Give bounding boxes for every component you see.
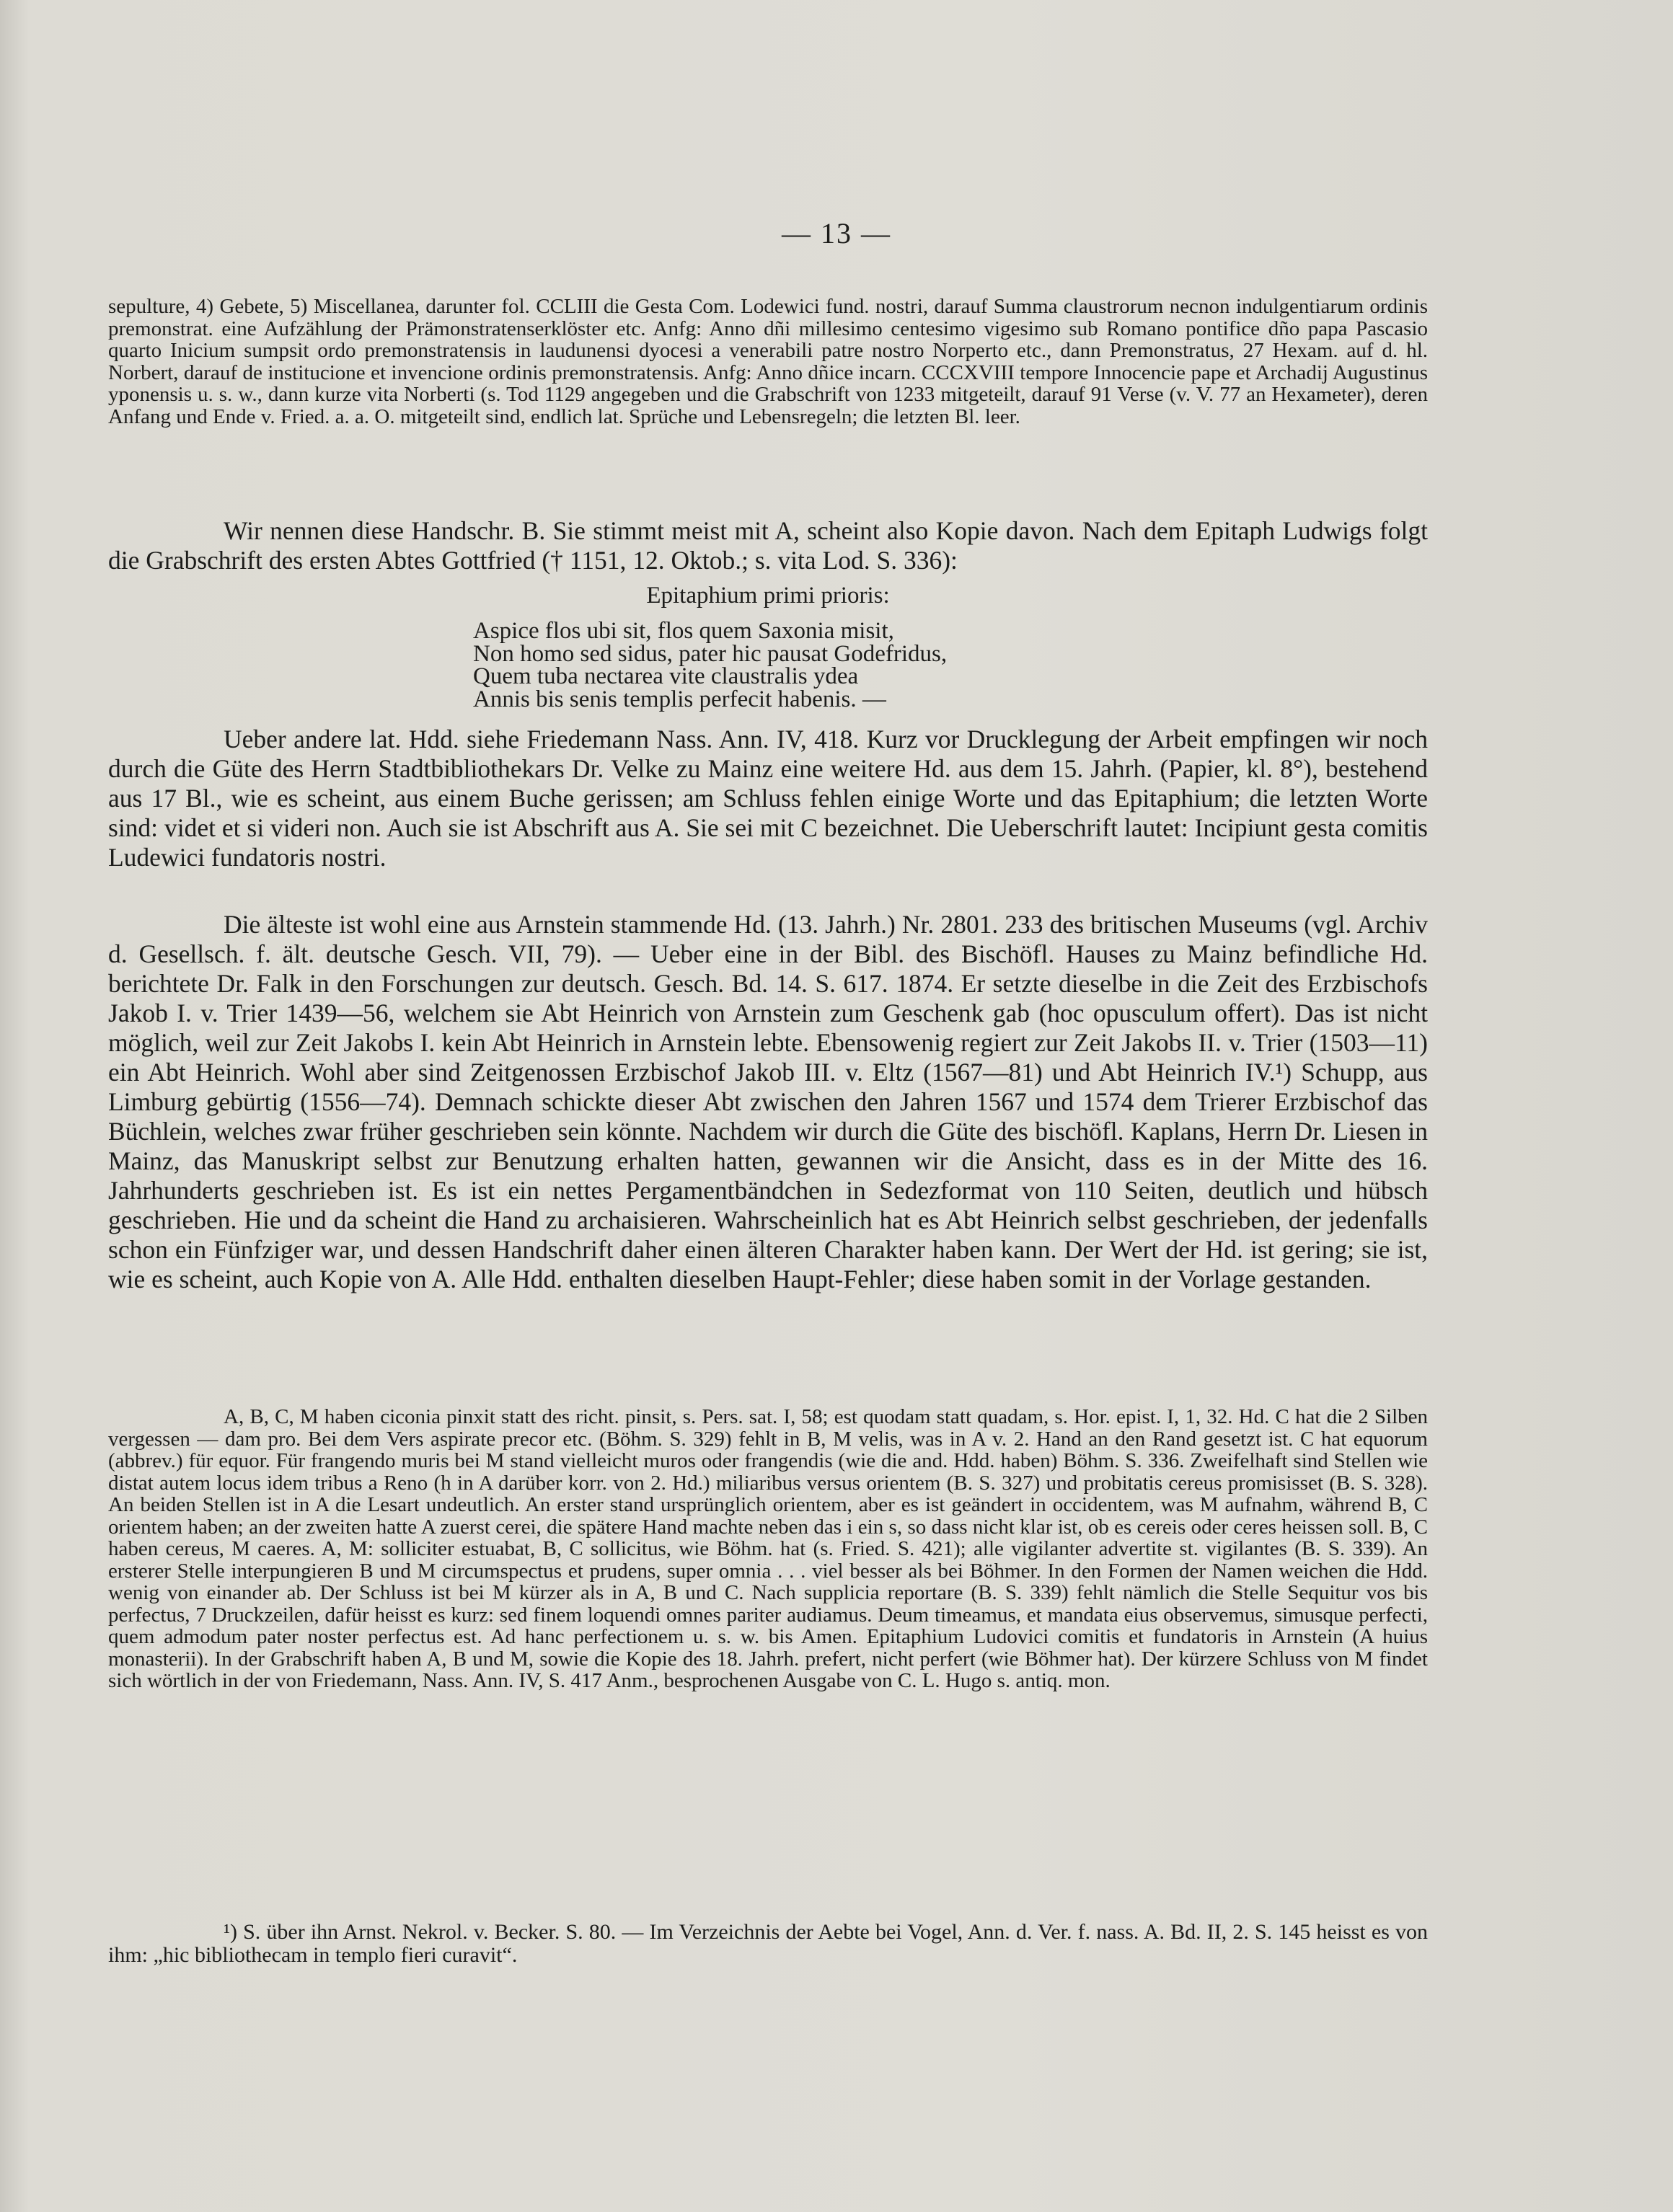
footnote bbox=[108, 1921, 1428, 1966]
paragraph-variants-text: A, B, C, M haben ciconia pinxit statt des richt. pinsit, s. Pers. sat. I, 58; est quodam statt quadam, s. Hor. epist. I, 1, 32. Hd. C hat die 2 Silben vergessen — dam pro. Bei dem Vers aspirate precor etc. (Böhm. S. 329) fehlt in B, M velis, was in A v. 2. Hand an den Rand gesetzt ist. C hat equorum (abbrev.) für equor. Für frangendo muris bei M stand vielleicht muros oder frangendis (wie die and. Hdd. haben) Böhm. S. 336. Zweifelhaft sind Stellen wie distat autem locus idem tribus a Reno (h in A darüber korr. von 2. Hd.) miliaribus versus orientem (B. S. 327) und probitatis cereus promisisset (B. S. 328). An beiden Stellen ist in A die Lesart undeutlich. An erster stand ursprünglich orientem, aber es ist geändert in occidentem, was M aufnahm, während B, C orientem haben; an der zweiten hatte A zuerst cerei, die spätere Hand machte neben das i ein s, so dass nicht klar ist, ob es cereis oder ceres heissen soll. B, C haben cereus, M caeres. A, M: solliciter estuabat, B, C sollicitus, wie Böhm. hat (s. Fried. S. 421); alle vigilanter advertite st. vigilantes (B. S. 339). An ersterer Stelle interpungieren B und M circumspectus et prudens, super omnia . . . viel besser als bei Böhmer. In den Formen der Namen weichen die Hdd. wenig von einander ab. Der Schluss ist bei M kürzer als in A, B und C. Nach supplicia reportare (B. S. 339) fehlt nämlich die Stelle Sequitur vos bis perfectus, 7 Druckzeilen, dafür heisst es kurz: sed finem loquendi omnes pariter audiamus. Deum timeamus, et mandata eius observemus, simusque perfecti, quem admodum pater noster perfectus est. Ad hanc perfectionem u. s. w. bis Amen. Epitaphium Ludovici comitis et fundatoris in Arnstein (A huius monasterii). In der Grabschrift haben A, B und M, sowie die Kopie des 18. Jahrh. prefert, nicht perfert (wie Böhmer hat). Der kürzere Schluss von M findet sich wörtlich in der von Friedemann, Nass. Ann. IV, S. 417 Anm., besprochenen Ausgabe von C. L. Hugo s. antiq. mon. bbox=[108, 1405, 1428, 1692]
page-number: — 13 — bbox=[782, 217, 891, 249]
footnote-text: ¹) S. über ihn Arnst. Nekrol. v. Becker. S. 80. — Im Verzeichnis der Aebte bei Vogel, Ann. d. Ver. f. nass. A. Bd. II, 2. S. 145 heisst es von ihm: „hic bibliothecam in templo fieri curavit“. bbox=[108, 1920, 1428, 1967]
manuscript-description-text: sepulture, 4) Gebete, 5) Miscellanea, darunter fol. CCLIII die Gesta Com. Lodewici fund. nostri, darauf Summa claustrorum necnon indulgentiarum ordinis premonstrat. eine Aufzählung der Prämonstratenserklöster etc. Anfg: Anno dñi millesimo centesimo vigesimo sub Romano pontifice dño papa Pascasio quarto Inicium sumpsit ordo premonstratensis in laudunensi dyocesi a venerabili patre nostro Norperto etc., dann Premonstratus, 27 Hexam. auf d. hl. Norbert, darauf de institucione et invencione ordinis premonstratensis. Anfg: Anno dñice incarn. CCCXVIII tempore Innocencie pape et Archadij Augustinus yponensis u. s. w., dann kurze vita Norberti (s. Tod 1129 angegeben und die Grabschrift von 1233 mitgeteilt, darauf 91 Verse (v. V. 77 an Hexameter), deren Anfang und Ende v. Fried. a. a. O. mitgeteilt sind, endlich lat. Sprüche und Lebensregeln; die letzten Bl. leer. bbox=[108, 295, 1428, 428]
manuscript-description bbox=[108, 296, 1428, 428]
paragraph-variants bbox=[108, 1406, 1428, 1692]
epitaph-verses bbox=[473, 620, 1266, 711]
paragraph-oldest-manuscript bbox=[108, 910, 1428, 1294]
verse-line: Quem tuba nectarea vite claustralis ydea bbox=[473, 663, 859, 689]
paragraph-handschrift-b bbox=[108, 516, 1428, 575]
verse-line: Non homo sed sidus, pater hic pausat Godefridus, bbox=[473, 640, 948, 667]
paragraph-oldest-manuscript-text: Die älteste ist wohl eine aus Arnstein stammende Hd. (13. Jahrh.) Nr. 2801. 233 des britischen Museums (vgl. Archiv d. Gesellsch. f. ält. deutsche Gesch. VII, 79). — Ueber eine in der Bibl. des Bischöfl. Hauses zu Mainz befindliche Hd. berichtete Dr. Falk in den Forschungen zur deutsch. Gesch. Bd. 14. S. 617. 1874. Er setzte dieselbe in die Zeit des Erzbischofs Jakob I. v. Trier 1439—56, welchem sie Abt Heinrich von Arnstein zum Geschenk gab (hoc opusculum offert). Das ist nicht möglich, weil zur Zeit Jakobs I. kein Abt Heinrich in Arnstein lebte. Ebensowenig regiert zur Zeit Jakobs II. v. Trier (1503—11) ein Abt Heinrich. Wohl aber sind Zeitgenossen Erzbischof Jakob III. v. Eltz (1567—81) und Abt Heinrich IV.¹) Schupp, aus Limburg gebürtig (1556—74). Demnach schickte dieser Abt zwischen den Jahren 1567 und 1574 dem Trierer Erzbischof das Büchlein, welches zwar früher geschrieben sein könnte. Nachdem wir durch die Güte des bischöfl. Kaplans, Herrn Dr. Liesen in Mainz, das Manuskript selbst zur Benutzung erhalten hatten, gewannen wir die Ansicht, dass es in der Mitte des 16. Jahrhunderts geschrieben ist. Es ist ein nettes Pergamentbändchen in Sedezformat von 110 Seiten, deutlich und hübsch geschrieben. Hie und da scheint die Hand zu archaisieren. Wahrscheinlich hat es Abt Heinrich selbst geschrieben, der jedenfalls schon ein Fünfziger war, und dessen Handschrift daher einen älteren Charakter haben kann. Der Wert der Hd. ist gering; sie ist, wie es scheint, auch Kopie von A. Alle Hdd. enthalten dieselben Haupt-Fehler; diese haben somit in der Vorlage gestanden. bbox=[108, 910, 1428, 1293]
verse-line: Aspice flos ubi sit, flos quem Saxonia misit, bbox=[473, 618, 894, 644]
paragraph-other-manuscripts bbox=[108, 725, 1428, 872]
verse-line: Annis bis senis templis perfecit habenis. — bbox=[473, 686, 886, 712]
epitaph-title: Epitaphium primi prioris: bbox=[646, 583, 890, 609]
paragraph-handschrift-b-text: Wir nennen diese Handschr. B. Sie stimmt meist mit A, scheint also Kopie davon. Nach dem Epitaph Ludwigs folgt die Grabschrift des ersten Abtes Gottfried († 1151, 12. Oktob.; s. vita Lod. S. 336): bbox=[108, 516, 1428, 575]
paragraph-other-manuscripts-text: Ueber andere lat. Hdd. siehe Friedemann Nass. Ann. IV, 418. Kurz vor Drucklegung der Arbeit empfingen wir noch durch die Güte des Herrn Stadtbibliothekars Dr. Velke zu Mainz eine weitere Hd. aus dem 15. Jahrh. (Papier, kl. 8°), bestehend aus 17 Bl., wie es scheint, aus einem Buche gerissen; am Schluss fehlen einige Worte und das Epitaphium; die letzten Worte sind: videt et si videri non. Auch sie ist Abschrift aus A. Sie sei mit C bezeichnet. Die Ueberschrift lautet: Incipiunt gesta comitis Ludewici fundatoris nostri. bbox=[108, 725, 1428, 872]
